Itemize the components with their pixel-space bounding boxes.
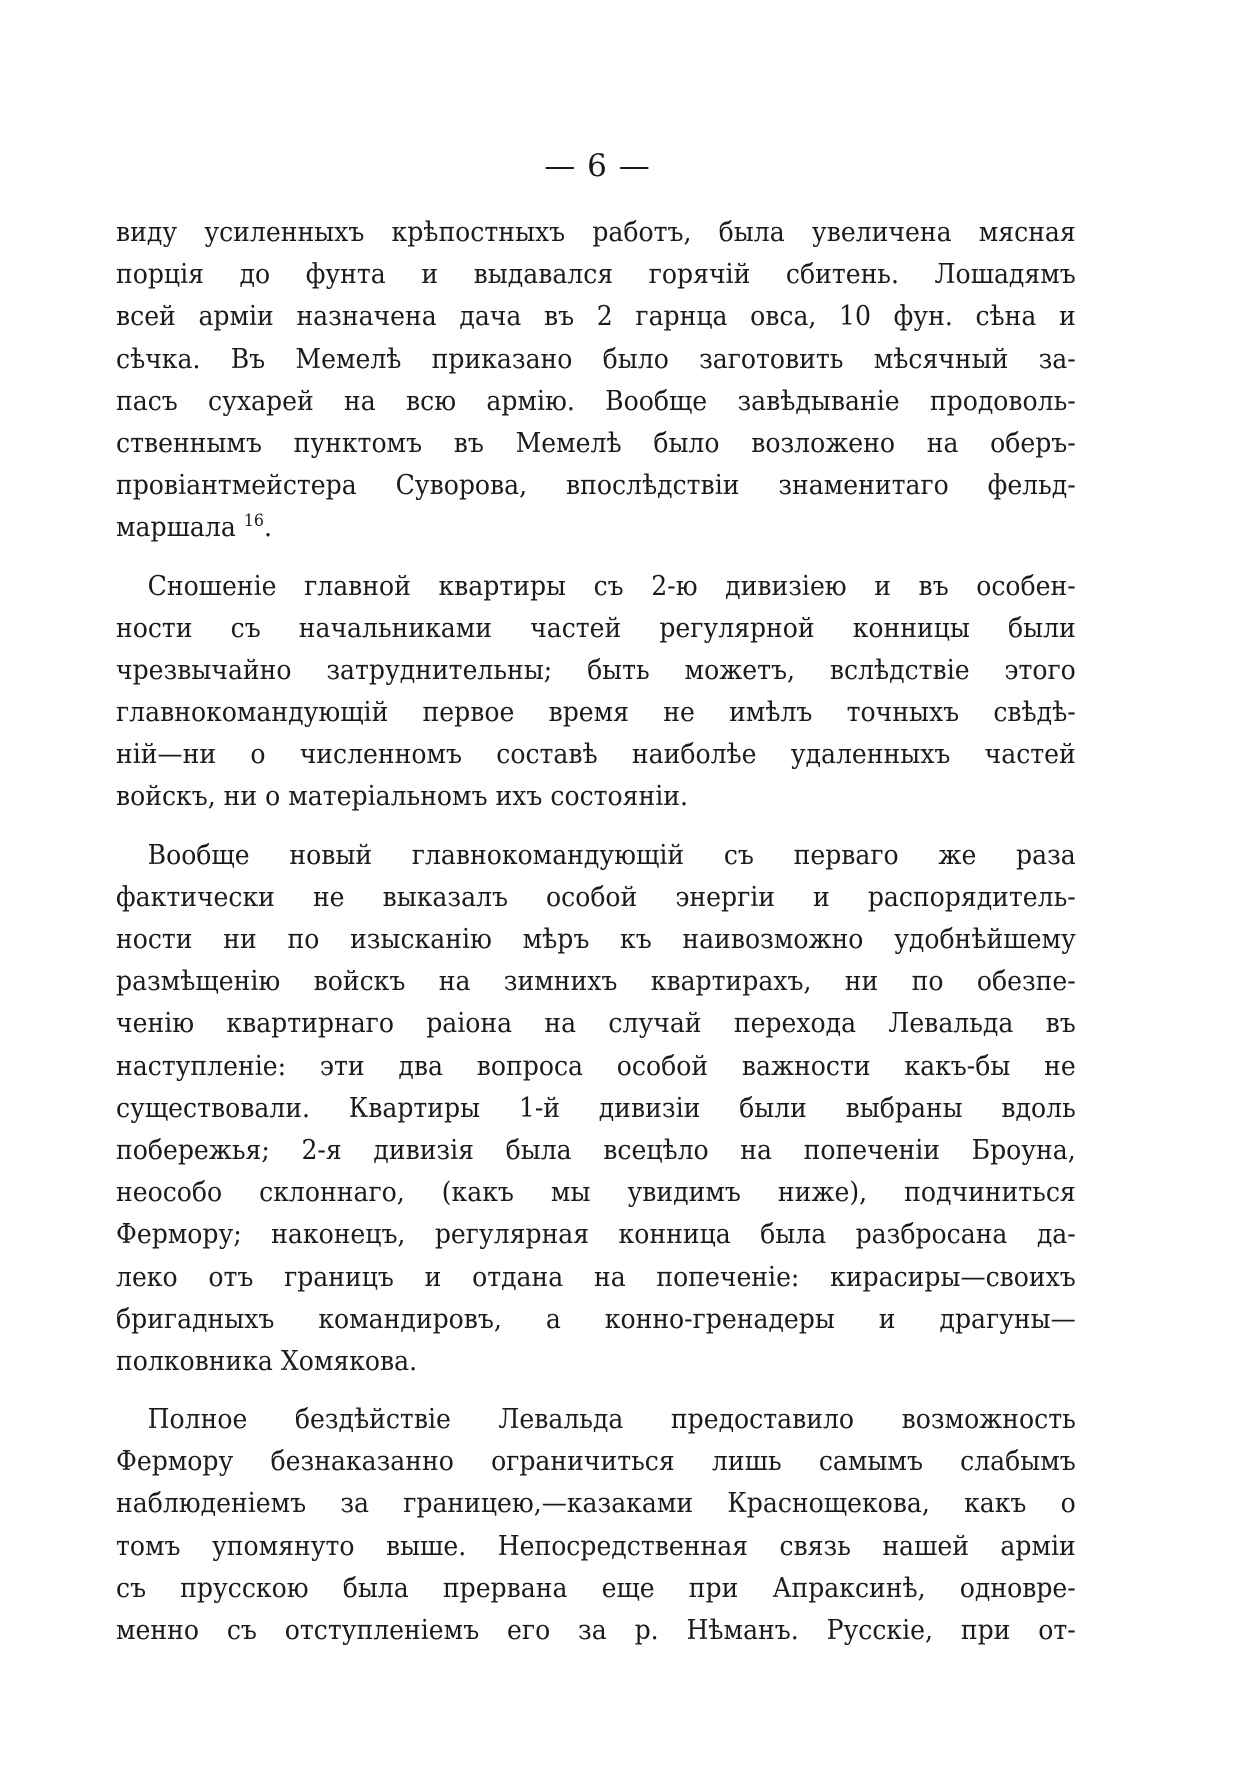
text-line: порція до фунта и выдавался горячій сбитень. Лошадямъ xyxy=(116,259,1076,291)
text-line: неособо склоннаго, (какъ мы увидимъ ниже), подчиниться xyxy=(116,1177,1076,1209)
text-fragment: маршала xyxy=(116,512,236,544)
text-line: существовали. Квартиры 1-й дивизіи были выбраны вдоль xyxy=(116,1092,1076,1124)
text-line: бригадныхъ командировъ, а конно-гренадеры и драгуны— xyxy=(116,1303,1076,1335)
text-line: ственнымъ пунктомъ въ Мемелѣ было возложено на оберъ- xyxy=(116,427,1076,459)
paragraph-2 xyxy=(116,566,1076,819)
text-fragment: . xyxy=(263,512,272,544)
text-line: ній—ни о численномъ составѣ наиболѣе удаленныхъ частей xyxy=(116,739,1076,771)
text-line: фактически не выказалъ особой энергіи и распорядитель- xyxy=(116,881,1076,913)
body-text xyxy=(116,212,1076,1668)
footnote-reference: 16 xyxy=(243,511,264,532)
text-line: всей арміи назначена дача въ 2 гарнца овса, 10 фун. сѣна и xyxy=(116,301,1076,333)
text-line: виду усиленныхъ крѣпостныхъ работъ, была увеличена мясная xyxy=(116,217,1076,248)
paragraph-3 xyxy=(116,835,1076,1383)
text-line: Сношеніе главной квартиры съ 2-ю дивизіею и въ особен- xyxy=(147,570,1076,602)
paragraph-4 xyxy=(116,1399,1076,1652)
page-number: — 6 — xyxy=(544,148,651,184)
text-line: Фермору; наконецъ, регулярная конница была разбросана да- xyxy=(116,1219,1076,1251)
text-line: съ прусскою была прервана еще при Апраксинѣ, одновре- xyxy=(116,1572,1076,1604)
text-line-with-footnote xyxy=(116,507,1076,549)
paragraph-1 xyxy=(116,212,1076,550)
text-line: Вообще новый главнокомандующій съ перваго же раза xyxy=(147,839,1076,871)
text-line: главнокомандующій первое время не имѣлъ точныхъ свѣдѣ- xyxy=(116,697,1076,729)
text-line: наблюденіемъ за границею,—казаками Краснощекова, какъ о xyxy=(116,1488,1076,1520)
text-line: Полное бездѣйствіе Левальда предоставило возможность xyxy=(147,1404,1076,1436)
text-line: провіантмейстера Суворова, впослѣдствіи знаменитаго фельд- xyxy=(116,470,1076,502)
text-line: сѣчка. Въ Мемелѣ приказано было заготовить мѣсячный за- xyxy=(116,343,1076,375)
text-line: побережья; 2-я дивизія была всецѣло на попеченіи Броуна, xyxy=(116,1134,1076,1166)
text-line: чрезвычайно затруднительны; быть можетъ, вслѣдствіе этого xyxy=(116,654,1076,686)
text-line: войскъ, ни о матеріальномъ ихъ состояніи. xyxy=(116,781,688,813)
text-line: томъ упомянуто выше. Непосредственная связь нашей арміи xyxy=(116,1530,1076,1562)
text-line: ности ни по изысканію мѣръ къ наивозможно удобнѣйшему xyxy=(116,924,1076,955)
text-line: полковника Хомякова. xyxy=(116,1345,418,1377)
text-line: менно съ отступленіемъ его за р. Нѣманъ. Русскіе, при от- xyxy=(116,1615,1076,1646)
text-line: наступленіе: эти два вопроса особой важности какъ-бы не xyxy=(116,1050,1076,1082)
text-line: ности съ начальниками частей регулярной конницы были xyxy=(116,612,1076,644)
text-line: Фермору безнаказанно ограничиться лишь самымъ слабымъ xyxy=(116,1446,1076,1478)
text-line: размѣщенію войскъ на зимнихъ квартирахъ, ни по обезпе- xyxy=(116,966,1076,998)
text-line: пасъ сухарей на всю армію. Вообще завѣдываніе продоволь- xyxy=(116,385,1076,417)
text-line: леко отъ границъ и отдана на попеченіе: кирасиры—своихъ xyxy=(116,1261,1076,1293)
text-line: ченію квартирнаго раіона на случай перехода Левальда въ xyxy=(116,1008,1076,1040)
